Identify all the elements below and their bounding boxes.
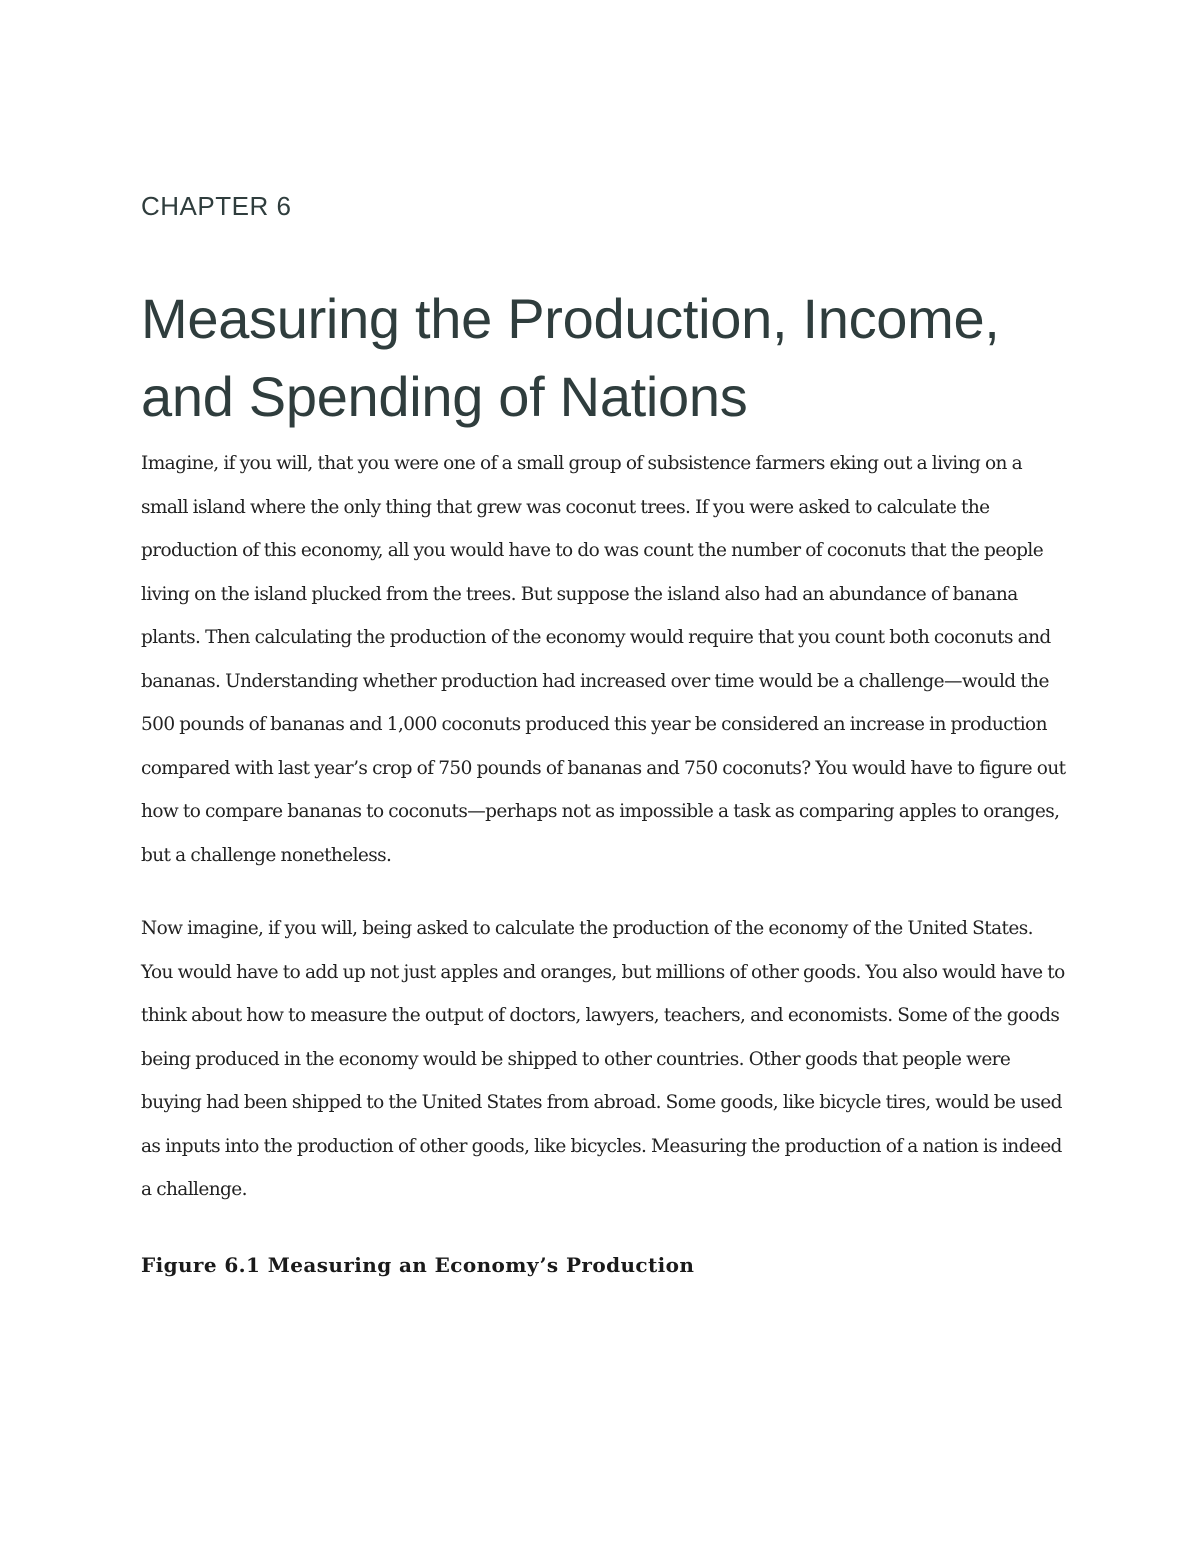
chapter-title: Measuring the Production, Income, and Spending of Nations bbox=[141, 287, 1000, 428]
body-paragraph-2: Now imagine, if you will, being asked to calculate the production of the economy of the United States. You would have to add up not just apples and oranges, but millions of other goods. You also would have to think about how to measure the output of doctors, lawyers, teachers, and economists. Some of the goods being produced in the economy would be shipped to other countries. Other goods that people were buying had been shipped to the United States from abroad. Some goods, like bicycle tires, would be used as inputs into the production of other goods, like bicycles. Measuring the production of a nation is indeed a challenge. bbox=[141, 918, 1065, 1200]
figure-caption: Figure 6.1 Measuring an Economy’s Production bbox=[141, 1252, 695, 1277]
document-page bbox=[141, 186, 1066, 1280]
body-paragraph-1: Imagine, if you will, that you were one of a small group of subsistence farmers eking out a living on a small island where the only thing that grew was coconut trees. If you were asked to calculate the production of this economy, all you would have to do was count the number of coconuts that the people living on the island plucked from the trees. But suppose the island also had an abundance of banana plants. Then calculating the production of the economy would require that you count both coconuts and bananas. Understanding whether production had increased over time would be a challenge—would the 500 pounds of bananas and 1,000 coconuts produced this year be considered an increase in production compared with last year’s crop of 750 pounds of bananas and 750 coconuts? You would have to figure out how to compare bananas to coconuts—perhaps not as impossible a task as comparing apples to oranges, but a challenge nonetheless. bbox=[141, 453, 1066, 866]
chapter-label: CHAPTER 6 bbox=[141, 191, 292, 221]
